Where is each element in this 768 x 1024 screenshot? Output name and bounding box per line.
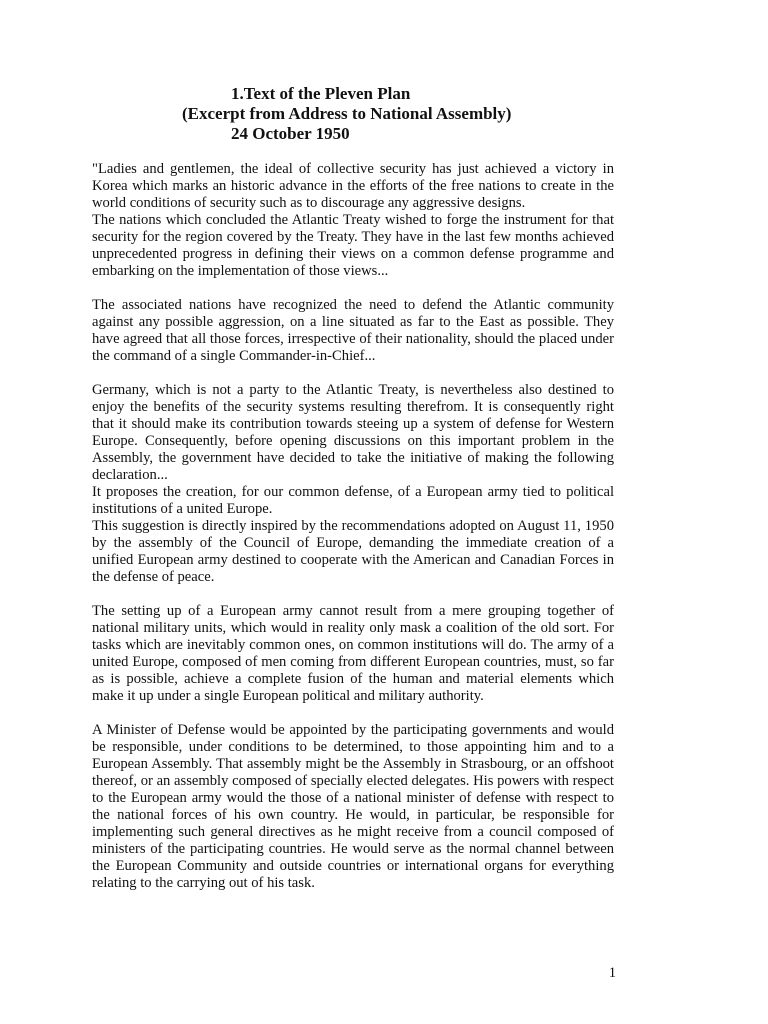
page-number: 1 bbox=[608, 965, 616, 981]
subtitle-line: (Excerpt from Address to National Assembly) bbox=[182, 104, 512, 123]
date-line: 24 October 1950 bbox=[231, 124, 350, 143]
paragraph: A Minister of Defense would be appointed by the participating governments and would be responsible, under conditions to be determined, to those appointing him and to a European Assembly. That assembly might be the Assembly in Strasbourg, or an offshoot thereof, or an assembly composed of specially elected delegates. His powers with respect to the European army would the those of a national minister of defense with respect to the national forces of his own country. He would, in particular, be responsible for implementing such general directives as he might receive from a council composed of ministers of the participating countries. He would serve as the normal channel between the European Community and outside countries or international organs for everything relating to the carrying out of his task. bbox=[92, 722, 614, 891]
paragraph: Germany, which is not a party to the Atlantic Treaty, is nevertheless also destined to enjoy the benefits of the security systems resulting therefrom. It is consequently right that it should make its contribution towards steeing up a system of defense for Western Europe. Consequently, before opening discussions on this important problem in the Assembly, the government have decided to take the initiative of making the following declaration... bbox=[92, 382, 614, 483]
document-title bbox=[0, 84, 768, 144]
paragraph: This suggestion is directly inspired by the recommendations adopted on August 11, 1950 by the assembly of the Council of Europe, demanding the immediate creation of a unified European army destined to cooperate with the American and Canadian Forces in the defense of peace. bbox=[92, 518, 614, 585]
paragraph: The nations which concluded the Atlantic Treaty wished to forge the instrument for that security for the region covered by the Treaty. They have in the last few months achieved unprecedented progress in defining their views on a common defense programme and embarking on the implementation of those views... bbox=[92, 212, 614, 279]
paragraph: The setting up of a European army cannot result from a mere grouping together of national military units, which would in reality only mask a coalition of the old sort. For tasks which are inevitably common ones, on common institutions will do. The army of a united Europe, composed of men coming from different European countries, must, so far as is possible, achieve a complete fusion of the human and material elements which make it up under a single European political and military authority. bbox=[92, 603, 614, 704]
title-line: 1.Text of the Pleven Plan bbox=[231, 84, 411, 103]
paragraph: "Ladies and gentlemen, the ideal of collective security has just achieved a victory in Korea which marks an historic advance in the efforts of the free nations to create in the world conditions of security such as to discourage any aggressive designs. bbox=[92, 161, 614, 211]
paragraph: The associated nations have recognized the need to defend the Atlantic community against any possible aggression, on a line situated as far to the East as possible. They have agreed that all those forces, irrespective of their nationality, should the placed under the command of a single Commander-in-Chief... bbox=[92, 297, 614, 364]
document-body bbox=[92, 161, 614, 892]
paragraph: It proposes the creation, for our common defense, of a European army tied to political institutions of a united Europe. bbox=[92, 484, 614, 517]
